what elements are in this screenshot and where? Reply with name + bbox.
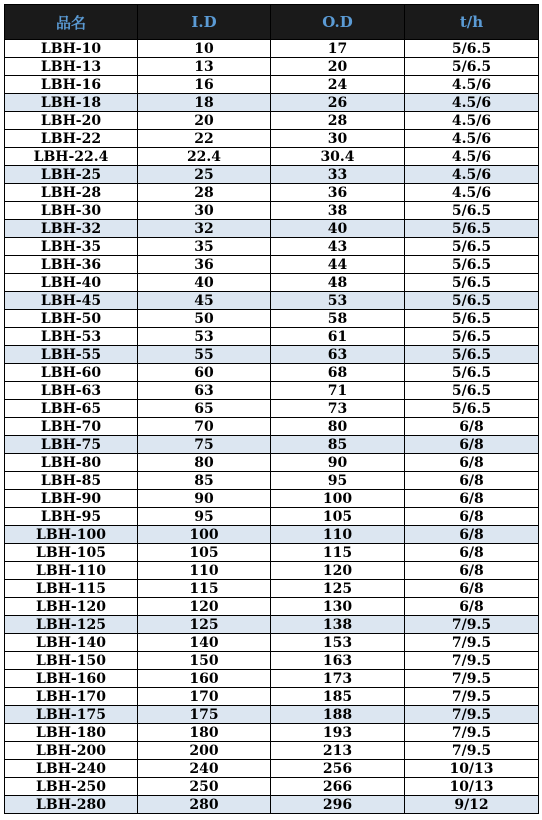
cell-thickness: 9/12 (405, 796, 539, 814)
cell-product-name: LBH-90 (5, 490, 138, 508)
spec-table (4, 4, 539, 814)
cell-outer-diameter: 120 (271, 562, 405, 580)
cell-thickness: 7/9.5 (405, 670, 539, 688)
cell-inner-diameter: 140 (138, 634, 271, 652)
cell-outer-diameter: 213 (271, 742, 405, 760)
cell-product-name: LBH-95 (5, 508, 138, 526)
cell-outer-diameter: 173 (271, 670, 405, 688)
cell-thickness: 5/6.5 (405, 220, 539, 238)
cell-product-name: LBH-20 (5, 112, 138, 130)
cell-thickness: 4.5/6 (405, 94, 539, 112)
cell-product-name: LBH-65 (5, 400, 138, 418)
cell-inner-diameter: 175 (138, 706, 271, 724)
cell-thickness: 7/9.5 (405, 742, 539, 760)
cell-outer-diameter: 24 (271, 76, 405, 94)
cell-inner-diameter: 120 (138, 598, 271, 616)
table-row (5, 256, 539, 274)
table-row (5, 760, 539, 778)
cell-product-name: LBH-55 (5, 346, 138, 364)
cell-inner-diameter: 180 (138, 724, 271, 742)
cell-thickness: 7/9.5 (405, 634, 539, 652)
cell-product-name: LBH-125 (5, 616, 138, 634)
cell-thickness: 5/6.5 (405, 364, 539, 382)
cell-inner-diameter: 250 (138, 778, 271, 796)
table-row (5, 94, 539, 112)
cell-thickness: 7/9.5 (405, 652, 539, 670)
table-row (5, 364, 539, 382)
cell-product-name: LBH-110 (5, 562, 138, 580)
table-row (5, 148, 539, 166)
cell-outer-diameter: 71 (271, 382, 405, 400)
table-row (5, 328, 539, 346)
cell-thickness: 4.5/6 (405, 112, 539, 130)
table-row (5, 418, 539, 436)
cell-outer-diameter: 130 (271, 598, 405, 616)
cell-thickness: 4.5/6 (405, 148, 539, 166)
cell-inner-diameter: 25 (138, 166, 271, 184)
table-row (5, 544, 539, 562)
cell-inner-diameter: 32 (138, 220, 271, 238)
cell-outer-diameter: 43 (271, 238, 405, 256)
cell-inner-diameter: 40 (138, 274, 271, 292)
table-row (5, 670, 539, 688)
table-row (5, 274, 539, 292)
cell-product-name: LBH-50 (5, 310, 138, 328)
cell-outer-diameter: 30.4 (271, 148, 405, 166)
cell-outer-diameter: 30 (271, 130, 405, 148)
cell-product-name: LBH-36 (5, 256, 138, 274)
cell-product-name: LBH-100 (5, 526, 138, 544)
table-row (5, 796, 539, 814)
cell-outer-diameter: 125 (271, 580, 405, 598)
table-row (5, 436, 539, 454)
cell-outer-diameter: 33 (271, 166, 405, 184)
cell-outer-diameter: 38 (271, 202, 405, 220)
cell-thickness: 7/9.5 (405, 688, 539, 706)
cell-outer-diameter: 17 (271, 40, 405, 58)
cell-thickness: 6/8 (405, 598, 539, 616)
header-thickness: t/h (405, 5, 539, 40)
cell-outer-diameter: 40 (271, 220, 405, 238)
table-row (5, 634, 539, 652)
cell-product-name: LBH-280 (5, 796, 138, 814)
cell-thickness: 6/8 (405, 472, 539, 490)
cell-inner-diameter: 63 (138, 382, 271, 400)
header-outer-diameter: O.D (271, 5, 405, 40)
cell-inner-diameter: 18 (138, 94, 271, 112)
cell-product-name: LBH-30 (5, 202, 138, 220)
cell-outer-diameter: 58 (271, 310, 405, 328)
cell-product-name: LBH-70 (5, 418, 138, 436)
cell-inner-diameter: 55 (138, 346, 271, 364)
cell-product-name: LBH-60 (5, 364, 138, 382)
table-row (5, 166, 539, 184)
cell-outer-diameter: 44 (271, 256, 405, 274)
cell-product-name: LBH-120 (5, 598, 138, 616)
cell-product-name: LBH-40 (5, 274, 138, 292)
table-row (5, 220, 539, 238)
cell-inner-diameter: 20 (138, 112, 271, 130)
cell-inner-diameter: 36 (138, 256, 271, 274)
cell-thickness: 4.5/6 (405, 130, 539, 148)
cell-thickness: 6/8 (405, 490, 539, 508)
cell-inner-diameter: 105 (138, 544, 271, 562)
cell-inner-diameter: 22.4 (138, 148, 271, 166)
cell-thickness: 5/6.5 (405, 202, 539, 220)
table-body (5, 40, 539, 814)
table-row (5, 706, 539, 724)
table-row (5, 238, 539, 256)
cell-thickness: 6/8 (405, 508, 539, 526)
table-row (5, 382, 539, 400)
cell-inner-diameter: 10 (138, 40, 271, 58)
cell-thickness: 6/8 (405, 454, 539, 472)
cell-inner-diameter: 100 (138, 526, 271, 544)
cell-product-name: LBH-80 (5, 454, 138, 472)
cell-outer-diameter: 20 (271, 58, 405, 76)
table-row (5, 580, 539, 598)
cell-outer-diameter: 153 (271, 634, 405, 652)
table-row (5, 688, 539, 706)
cell-thickness: 5/6.5 (405, 274, 539, 292)
cell-inner-diameter: 22 (138, 130, 271, 148)
cell-thickness: 5/6.5 (405, 238, 539, 256)
cell-inner-diameter: 65 (138, 400, 271, 418)
table-row (5, 130, 539, 148)
table-row (5, 112, 539, 130)
cell-outer-diameter: 163 (271, 652, 405, 670)
table-row (5, 310, 539, 328)
cell-product-name: LBH-180 (5, 724, 138, 742)
cell-product-name: LBH-175 (5, 706, 138, 724)
cell-inner-diameter: 125 (138, 616, 271, 634)
table-row (5, 454, 539, 472)
cell-inner-diameter: 95 (138, 508, 271, 526)
cell-outer-diameter: 26 (271, 94, 405, 112)
cell-thickness: 5/6.5 (405, 40, 539, 58)
cell-thickness: 7/9.5 (405, 724, 539, 742)
cell-product-name: LBH-10 (5, 40, 138, 58)
cell-inner-diameter: 240 (138, 760, 271, 778)
cell-inner-diameter: 280 (138, 796, 271, 814)
cell-outer-diameter: 266 (271, 778, 405, 796)
cell-product-name: LBH-32 (5, 220, 138, 238)
cell-inner-diameter: 75 (138, 436, 271, 454)
cell-product-name: LBH-45 (5, 292, 138, 310)
cell-thickness: 6/8 (405, 580, 539, 598)
cell-outer-diameter: 105 (271, 508, 405, 526)
cell-inner-diameter: 16 (138, 76, 271, 94)
table-row (5, 400, 539, 418)
cell-product-name: LBH-22 (5, 130, 138, 148)
cell-outer-diameter: 193 (271, 724, 405, 742)
cell-product-name: LBH-16 (5, 76, 138, 94)
cell-inner-diameter: 50 (138, 310, 271, 328)
table-row (5, 508, 539, 526)
cell-thickness: 4.5/6 (405, 166, 539, 184)
cell-outer-diameter: 188 (271, 706, 405, 724)
cell-thickness: 10/13 (405, 760, 539, 778)
cell-thickness: 5/6.5 (405, 382, 539, 400)
cell-thickness: 5/6.5 (405, 58, 539, 76)
cell-outer-diameter: 296 (271, 796, 405, 814)
table-row (5, 724, 539, 742)
cell-product-name: LBH-115 (5, 580, 138, 598)
cell-product-name: LBH-75 (5, 436, 138, 454)
cell-inner-diameter: 53 (138, 328, 271, 346)
header-product-name: 品名 (5, 5, 138, 40)
table-header (5, 5, 539, 40)
cell-thickness: 5/6.5 (405, 400, 539, 418)
cell-outer-diameter: 185 (271, 688, 405, 706)
table-row (5, 346, 539, 364)
table-row (5, 76, 539, 94)
cell-product-name: LBH-25 (5, 166, 138, 184)
table-row (5, 58, 539, 76)
cell-thickness: 5/6.5 (405, 328, 539, 346)
cell-thickness: 6/8 (405, 544, 539, 562)
cell-product-name: LBH-240 (5, 760, 138, 778)
cell-outer-diameter: 95 (271, 472, 405, 490)
cell-inner-diameter: 170 (138, 688, 271, 706)
cell-inner-diameter: 150 (138, 652, 271, 670)
table-row (5, 472, 539, 490)
table-row (5, 40, 539, 58)
cell-thickness: 5/6.5 (405, 292, 539, 310)
cell-thickness: 6/8 (405, 418, 539, 436)
cell-outer-diameter: 73 (271, 400, 405, 418)
cell-outer-diameter: 110 (271, 526, 405, 544)
cell-product-name: LBH-150 (5, 652, 138, 670)
cell-product-name: LBH-53 (5, 328, 138, 346)
cell-thickness: 4.5/6 (405, 76, 539, 94)
cell-inner-diameter: 110 (138, 562, 271, 580)
cell-inner-diameter: 45 (138, 292, 271, 310)
cell-outer-diameter: 100 (271, 490, 405, 508)
table-row (5, 562, 539, 580)
cell-thickness: 5/6.5 (405, 310, 539, 328)
cell-product-name: LBH-85 (5, 472, 138, 490)
header-inner-diameter: I.D (138, 5, 271, 40)
cell-outer-diameter: 61 (271, 328, 405, 346)
cell-outer-diameter: 80 (271, 418, 405, 436)
cell-inner-diameter: 115 (138, 580, 271, 598)
cell-product-name: LBH-250 (5, 778, 138, 796)
cell-outer-diameter: 256 (271, 760, 405, 778)
cell-product-name: LBH-160 (5, 670, 138, 688)
cell-product-name: LBH-22.4 (5, 148, 138, 166)
cell-product-name: LBH-105 (5, 544, 138, 562)
cell-thickness: 6/8 (405, 436, 539, 454)
cell-product-name: LBH-13 (5, 58, 138, 76)
cell-product-name: LBH-18 (5, 94, 138, 112)
cell-product-name: LBH-28 (5, 184, 138, 202)
cell-product-name: LBH-140 (5, 634, 138, 652)
cell-outer-diameter: 28 (271, 112, 405, 130)
table-row (5, 490, 539, 508)
cell-outer-diameter: 68 (271, 364, 405, 382)
cell-inner-diameter: 90 (138, 490, 271, 508)
table-row (5, 598, 539, 616)
cell-thickness: 7/9.5 (405, 616, 539, 634)
cell-thickness: 6/8 (405, 526, 539, 544)
cell-inner-diameter: 85 (138, 472, 271, 490)
cell-inner-diameter: 160 (138, 670, 271, 688)
table-row (5, 616, 539, 634)
table-row (5, 292, 539, 310)
header-row (5, 5, 539, 40)
cell-outer-diameter: 36 (271, 184, 405, 202)
cell-outer-diameter: 85 (271, 436, 405, 454)
cell-inner-diameter: 35 (138, 238, 271, 256)
cell-thickness: 5/6.5 (405, 256, 539, 274)
cell-outer-diameter: 48 (271, 274, 405, 292)
cell-thickness: 6/8 (405, 562, 539, 580)
table-row (5, 202, 539, 220)
cell-outer-diameter: 63 (271, 346, 405, 364)
table-row (5, 742, 539, 760)
cell-inner-diameter: 28 (138, 184, 271, 202)
table-row (5, 526, 539, 544)
table-row (5, 778, 539, 796)
cell-inner-diameter: 30 (138, 202, 271, 220)
cell-product-name: LBH-35 (5, 238, 138, 256)
cell-product-name: LBH-200 (5, 742, 138, 760)
cell-inner-diameter: 60 (138, 364, 271, 382)
cell-thickness: 7/9.5 (405, 706, 539, 724)
table-row (5, 652, 539, 670)
cell-thickness: 10/13 (405, 778, 539, 796)
cell-inner-diameter: 200 (138, 742, 271, 760)
table-row (5, 184, 539, 202)
cell-inner-diameter: 13 (138, 58, 271, 76)
spec-table-container (4, 4, 538, 814)
cell-inner-diameter: 80 (138, 454, 271, 472)
cell-outer-diameter: 90 (271, 454, 405, 472)
cell-thickness: 4.5/6 (405, 184, 539, 202)
cell-product-name: LBH-63 (5, 382, 138, 400)
cell-outer-diameter: 53 (271, 292, 405, 310)
cell-product-name: LBH-170 (5, 688, 138, 706)
cell-inner-diameter: 70 (138, 418, 271, 436)
cell-thickness: 5/6.5 (405, 346, 539, 364)
cell-outer-diameter: 115 (271, 544, 405, 562)
cell-outer-diameter: 138 (271, 616, 405, 634)
